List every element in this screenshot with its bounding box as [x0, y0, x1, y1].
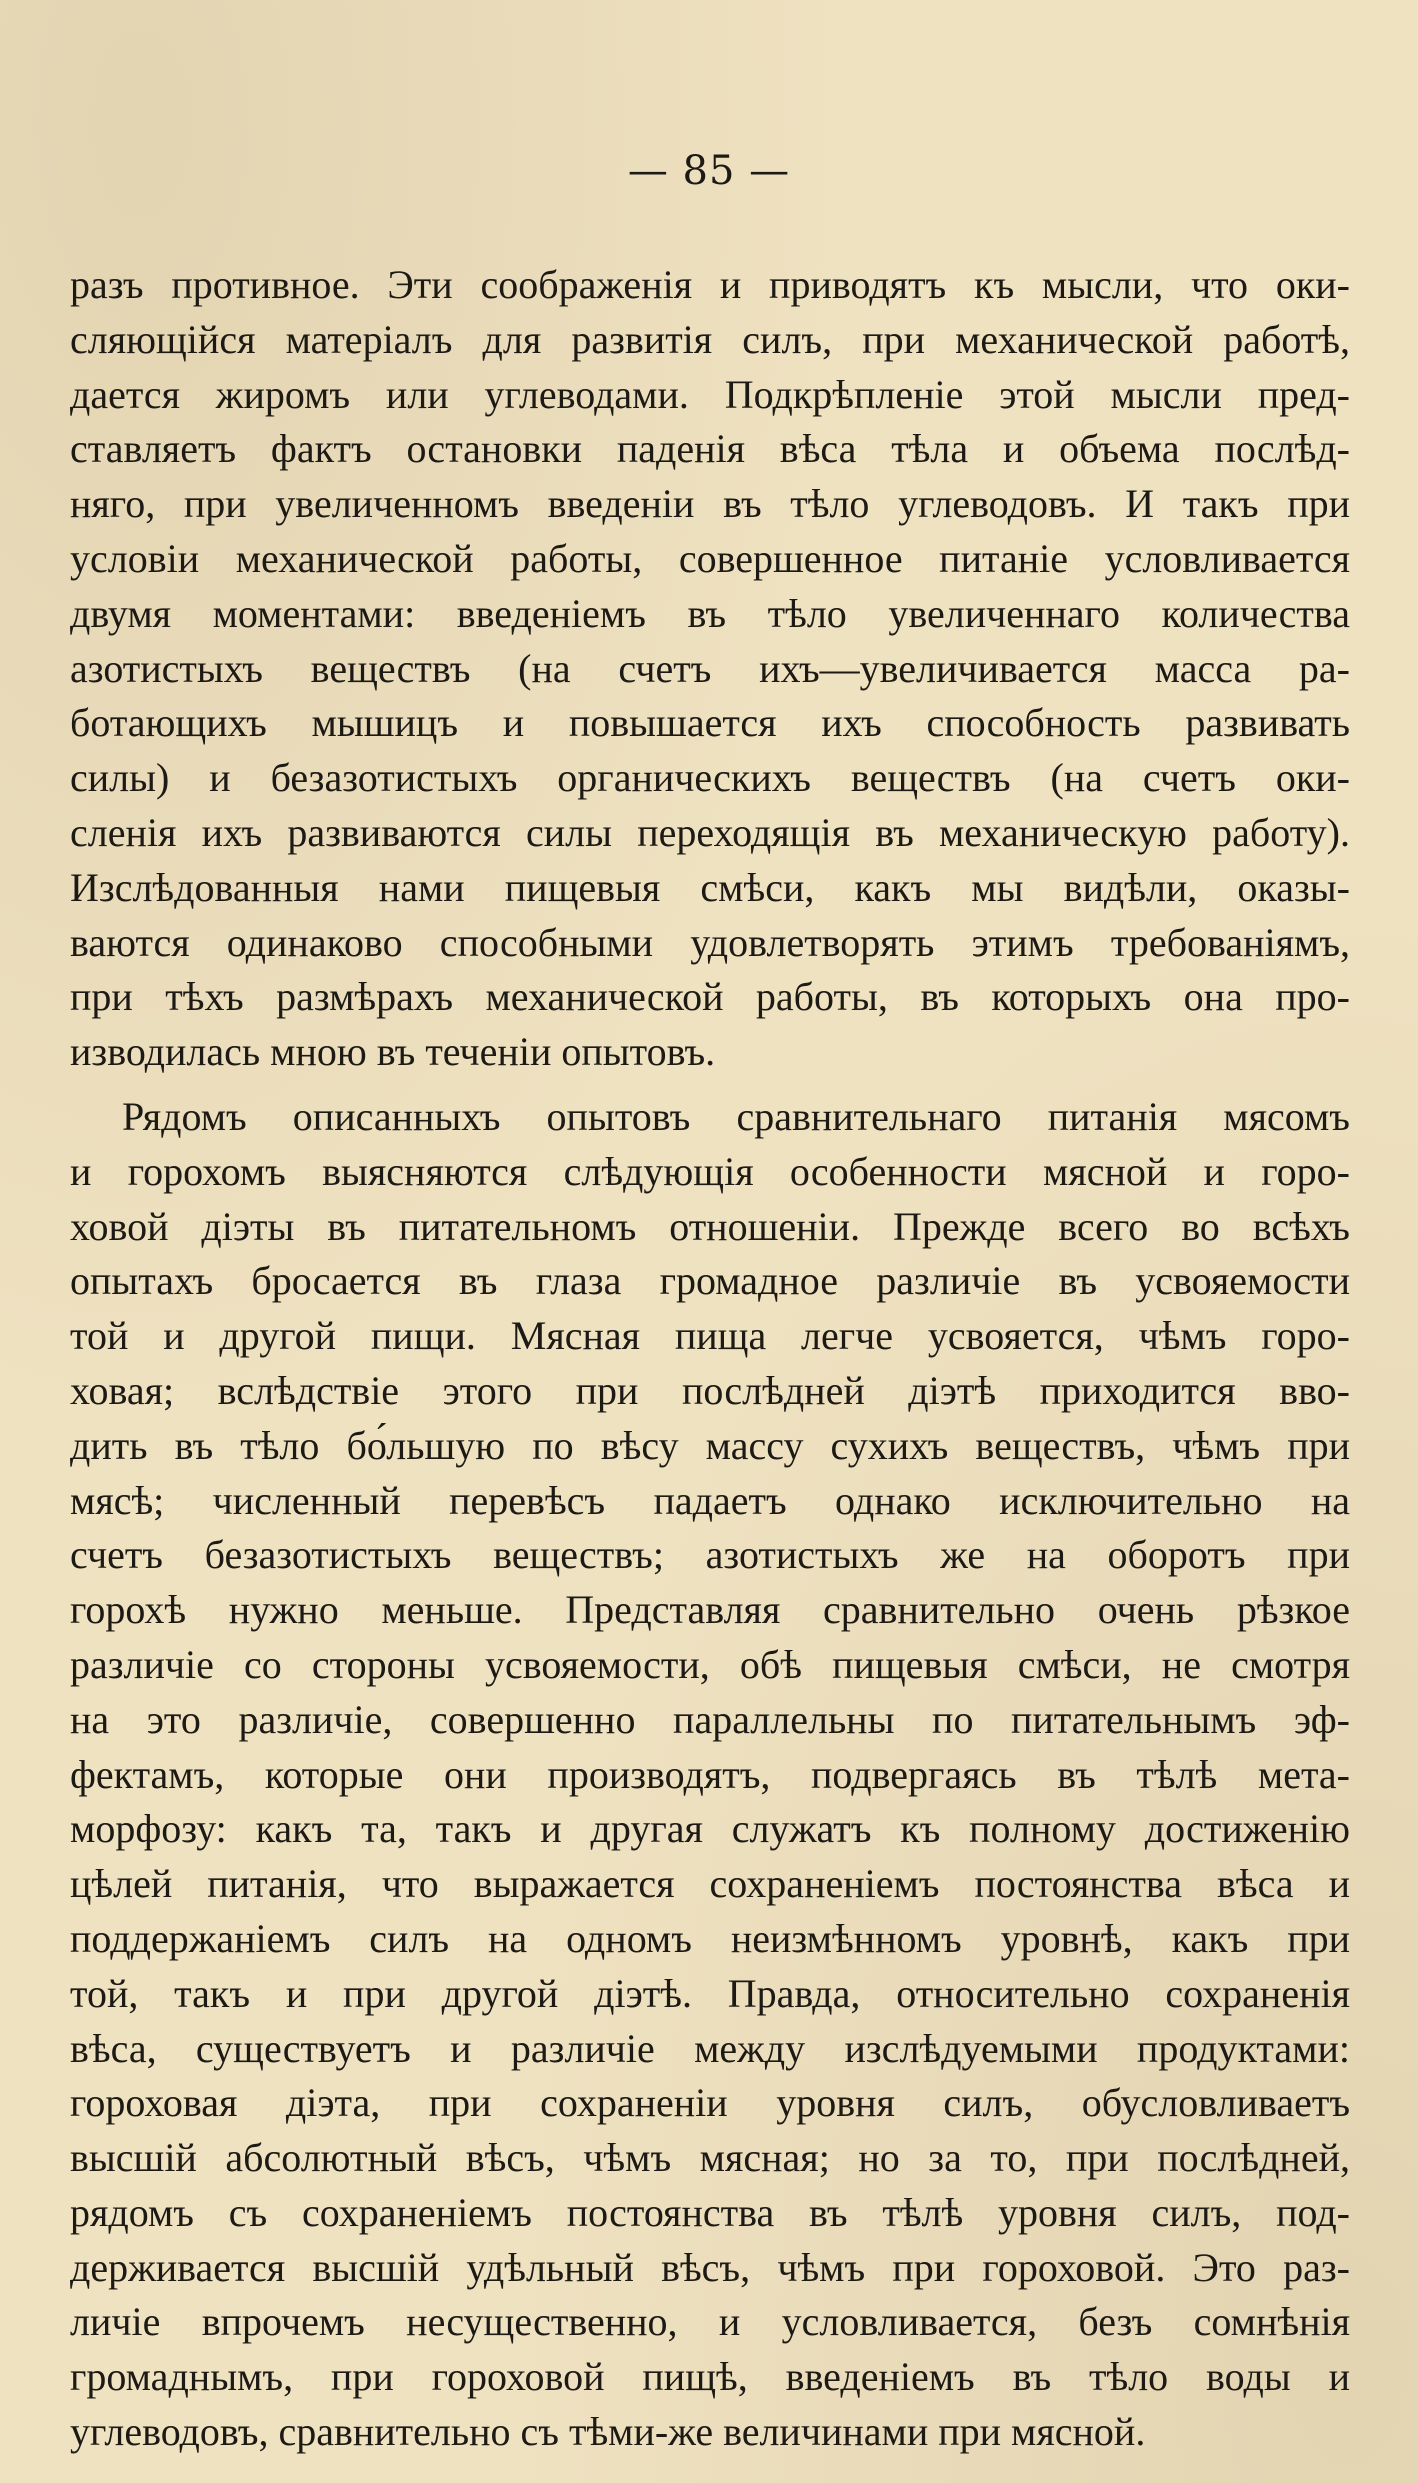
text-line: дается жиромъ или углеводами. Подкрѣпленіе этой мысли пред- [70, 371, 1350, 417]
text-line: углеводовъ, сравнительно съ тѣми-же величинами при мясной. [70, 2409, 1146, 2455]
paragraph-1 [70, 258, 1350, 1080]
text-line: сляющійся матеріалъ для развитія силъ, при механической работѣ, [70, 316, 1350, 362]
text-line: сленія ихъ развиваются силы переходящія въ механическую работу). [70, 809, 1350, 855]
text-line: вѣса, существуетъ и различіе между изслѣдуемыми продуктами: [70, 2025, 1350, 2071]
text-line: силы) и безазотистыхъ органическихъ веществъ (на счетъ оки- [70, 755, 1350, 801]
text-line: цѣлей питанія, что выражается сохраненіемъ постоянства вѣса и [70, 1861, 1350, 1907]
text-line: высшій абсолютный вѣсъ, чѣмъ мясная; но за то, при послѣдней, [70, 2135, 1350, 2181]
paragraph-2 [70, 1090, 1350, 2460]
text-line: няго, при увеличенномъ введеніи въ тѣло углеводовъ. И такъ при [70, 481, 1350, 527]
text-line: ставляетъ фактъ остановки паденія вѣса тѣла и объема послѣд- [70, 426, 1350, 472]
text-line: двумя моментами: введеніемъ въ тѣло увеличеннаго количества [70, 590, 1350, 636]
text-line: на это различіе, совершенно параллельны по питательнымъ эф- [70, 1696, 1350, 1742]
body-text [70, 258, 1350, 2460]
text-line: горохѣ нужно меньше. Представляя сравнительно очень рѣзкое [70, 1587, 1350, 1633]
text-line: опытахъ бросается въ глаза громадное различіе въ усвояемости [70, 1258, 1350, 1304]
text-line: держивается высшій удѣльный вѣсъ, чѣмъ при гороховой. Это раз- [70, 2244, 1350, 2290]
text-line: и горохомъ выясняются слѣдующія особенности мясной и горо- [70, 1148, 1350, 1194]
text-line: рядомъ съ сохраненіемъ постоянства въ тѣлѣ уровня силъ, под- [70, 2189, 1350, 2235]
text-line: изводилась мною въ теченіи опытовъ. [70, 1029, 716, 1075]
page-number: — 85 — [627, 148, 791, 194]
text-line: ховой діэты въ питательномъ отношеніи. Прежде всего во всѣхъ [70, 1203, 1350, 1249]
text-line: Рядомъ описанныхъ опытовъ сравнительнаго питанія мясомъ [122, 1093, 1350, 1139]
text-line: той и другой пищи. Мясная пища легче усвояется, чѣмъ горо- [70, 1313, 1350, 1359]
text-line: поддержаніемъ силъ на одномъ неизмѣнномъ уровнѣ, какъ при [70, 1915, 1350, 1961]
text-line: Изслѣдованныя нами пищевыя смѣси, какъ мы видѣли, оказы- [70, 864, 1350, 910]
text-line: громаднымъ, при гороховой пищѣ, введеніемъ въ тѣло воды и [70, 2354, 1350, 2400]
text-line: условіи механической работы, совершенное питаніе условливается [70, 535, 1350, 581]
text-line: фектамъ, которые они производятъ, подвергаясь въ тѣлѣ мета- [70, 1751, 1350, 1797]
text-line: гороховая діэта, при сохраненіи уровня силъ, обусловливаетъ [70, 2080, 1350, 2126]
text-line: мясѣ; численный перевѣсъ падаетъ однако исключительно на [70, 1477, 1350, 1523]
text-line: ваются одинаково способными удовлетворять этимъ требованіямъ, [70, 919, 1350, 965]
text-line: счетъ безазотистыхъ веществъ; азотистыхъ же на оборотъ при [70, 1532, 1350, 1578]
text-line: разъ противное. Эти соображенія и приводятъ къ мысли, что оки- [70, 262, 1350, 307]
text-line: дить въ тѣло бо́льшую по вѣсу массу сухихъ веществъ, чѣмъ при [70, 1422, 1350, 1468]
text-line: морфозу: какъ та, такъ и другая служатъ къ полному достиженію [70, 1806, 1350, 1852]
text-line: той, такъ и при другой діэтѣ. Правда, относительно сохраненія [70, 1970, 1350, 2016]
text-line: различіе со стороны усвояемости, обѣ пищевыя смѣси, не смотря [70, 1641, 1350, 1687]
text-line: азотистыхъ веществъ (на счетъ ихъ—увеличивается масса ра- [70, 645, 1350, 691]
text-line: личіе впрочемъ несущественно, и условливается, безъ сомнѣнія [70, 2299, 1350, 2345]
text-line: при тѣхъ размѣрахъ механической работы, въ которыхъ она про- [70, 974, 1350, 1020]
text-line: ховая; вслѣдствіе этого при послѣдней діэтѣ приходится вво- [70, 1367, 1350, 1413]
text-line: ботающихъ мышицъ и повышается ихъ способность развивать [70, 700, 1350, 746]
